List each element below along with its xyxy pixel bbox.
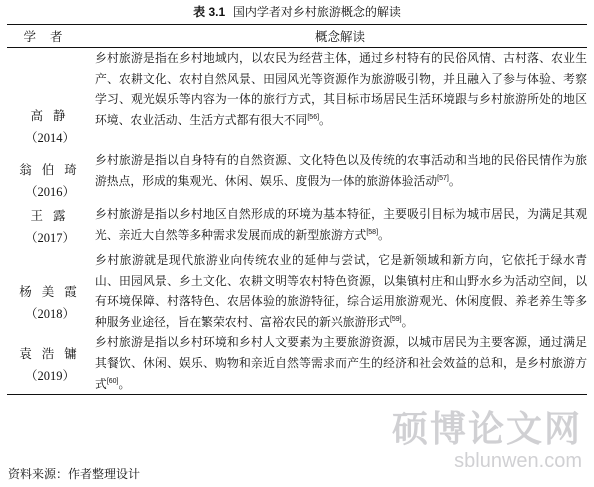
author-name: 翁伯琦 — [19, 162, 87, 177]
author-cell — [7, 204, 93, 250]
table-row — [7, 204, 587, 250]
citation-ref: [57] — [437, 174, 449, 182]
author-cell — [7, 250, 93, 332]
author-name: 王露 — [30, 208, 76, 223]
table-row — [7, 48, 587, 151]
author-name: 高静 — [30, 108, 76, 123]
concept-text: 乡村旅游是指以乡村地区自然形成的环境为基本特征，主要吸引目标为城市居民，为满足其观光、亲近大自然等多种需求发展而成的新型旅游方式 — [95, 207, 587, 242]
author-year: （2016） — [24, 185, 75, 199]
table-row — [7, 332, 587, 394]
author-year: （2018） — [24, 307, 75, 321]
concept-cell: 乡村旅游是指以乡村地区自然形成的环境为基本特征，主要吸引目标为城市居民，为满足其观光、亲近大自然等多种需求发展而成的新型旅游方式[58]。 — [95, 207, 587, 242]
concept-cell: 乡村旅游是指在乡村地域内，以农民为经营主体，通过乡村特有的民俗风情、古村落、农业生产、农耕文化、农村自然风景、田园风光等资源作为旅游吸引物，并且融入了参与体验、考察学习、观光娱乐等内容为一体的旅行方式，其目标市场居民生活环境跟与乡村旅游所处的地区环境、农业活动、生活方式都有很大不同[56]。 — [95, 51, 587, 127]
citation-ref: [56] — [307, 113, 320, 121]
watermark — [392, 410, 582, 472]
concept-cell: 乡村旅游是指以自身特有的自然资源、文化特色以及传统的农事活动和当地的民俗民情作为旅游热点，形成的集观光、休闲、娱乐、度假为一体的旅游体验活动[57]。 — [95, 153, 587, 188]
concept-text: 乡村旅游就是现代旅游业向传统农业的延伸与尝试，它是新领域和新方向，它依托于绿水青山、田园风景、乡土文化、农耕文明等农村特色资源，以集镇村庄和山野水乡为活动空间，以有环境保障、村落特色、农居体验的旅游特征，综合运用旅游观光、休闲度假、养老养生等多种服务业途径，旨在繁荣农村、富裕农民的新兴旅游形式 — [95, 253, 587, 329]
author-cell — [7, 150, 93, 204]
author-name: 袁浩镛 — [19, 346, 87, 362]
table-row — [7, 150, 587, 204]
header-author: 学者 — [23, 29, 77, 44]
citation-ref: [59] — [389, 315, 402, 323]
source-note: 资料来源：作者整理设计 — [8, 467, 141, 481]
header-concept: 概念解读 — [314, 29, 365, 44]
concept-cell: 乡村旅游就是现代旅游业向传统农业的延伸与尝试，它是新领域和新方向，它依托于绿水青山、田园风景、乡土文化、农耕文明等农村特色资源，以集镇村庄和山野水乡为活动空间，以有环境保障、村落特色、农居体验的旅游特征，综合运用旅游观光、休闲度假、养老养生等多种服务业途径，旨在繁荣农村、富裕农民的新兴旅游形式[59]。 — [95, 253, 587, 329]
concept-text: 乡村旅游是指以乡村环境和乡村人文要素为主要旅游资源，以城市居民为主要客源，通过满足其餐饮、休闲、娱乐、购物和亲近自然等需求而产生的经济和社会效益的总和，是乡村旅游方式 — [95, 335, 587, 391]
table-header-row — [7, 25, 587, 48]
author-cell — [7, 332, 93, 394]
table-row — [7, 250, 587, 332]
citation-ref: [58] — [366, 228, 379, 236]
author-year: （2019） — [24, 369, 75, 384]
concept-cell: 乡村旅游是指以乡村环境和乡村人文要素为主要旅游资源，以城市居民为主要客源，通过满足其餐饮、休闲、娱乐、购物和亲近自然等需求而产生的经济和社会效益的总和，是乡村旅游方式[60]。 — [95, 335, 587, 391]
table-number: 表 3.1 — [193, 5, 226, 19]
watermark-logo-cn: 硕博论文网 — [391, 409, 582, 450]
watermark-logo-en: sblunwen.com — [454, 450, 582, 472]
table-title: 国内学者对乡村旅游概念的解读 — [232, 5, 401, 19]
author-year: （2014） — [24, 131, 75, 145]
concept-text: 乡村旅游是指以自身特有的自然资源、文化特色以及传统的农事活动和当地的民俗民情作为旅游热点，形成的集观光、休闲、娱乐、度假为一体的旅游体验活动 — [95, 153, 587, 188]
concept-text: 乡村旅游是指在乡村地域内，以农民为经营主体，通过乡村特有的民俗风情、古村落、农业生产、农耕文化、农村自然风景、田园风光等资源作为旅游吸引物，并且融入了参与体验、考察学习、观光娱乐等内容为一体的旅行方式，其目标市场居民生活环境跟与乡村旅游所处的地区环境、农业活动、生活方式都有很大不同 — [95, 51, 587, 127]
author-cell — [7, 48, 93, 151]
citation-ref: [60] — [106, 377, 119, 385]
concept-table — [7, 24, 587, 395]
author-year: （2017） — [24, 231, 75, 245]
author-name: 杨美霞 — [19, 284, 87, 299]
table-caption — [0, 4, 594, 20]
